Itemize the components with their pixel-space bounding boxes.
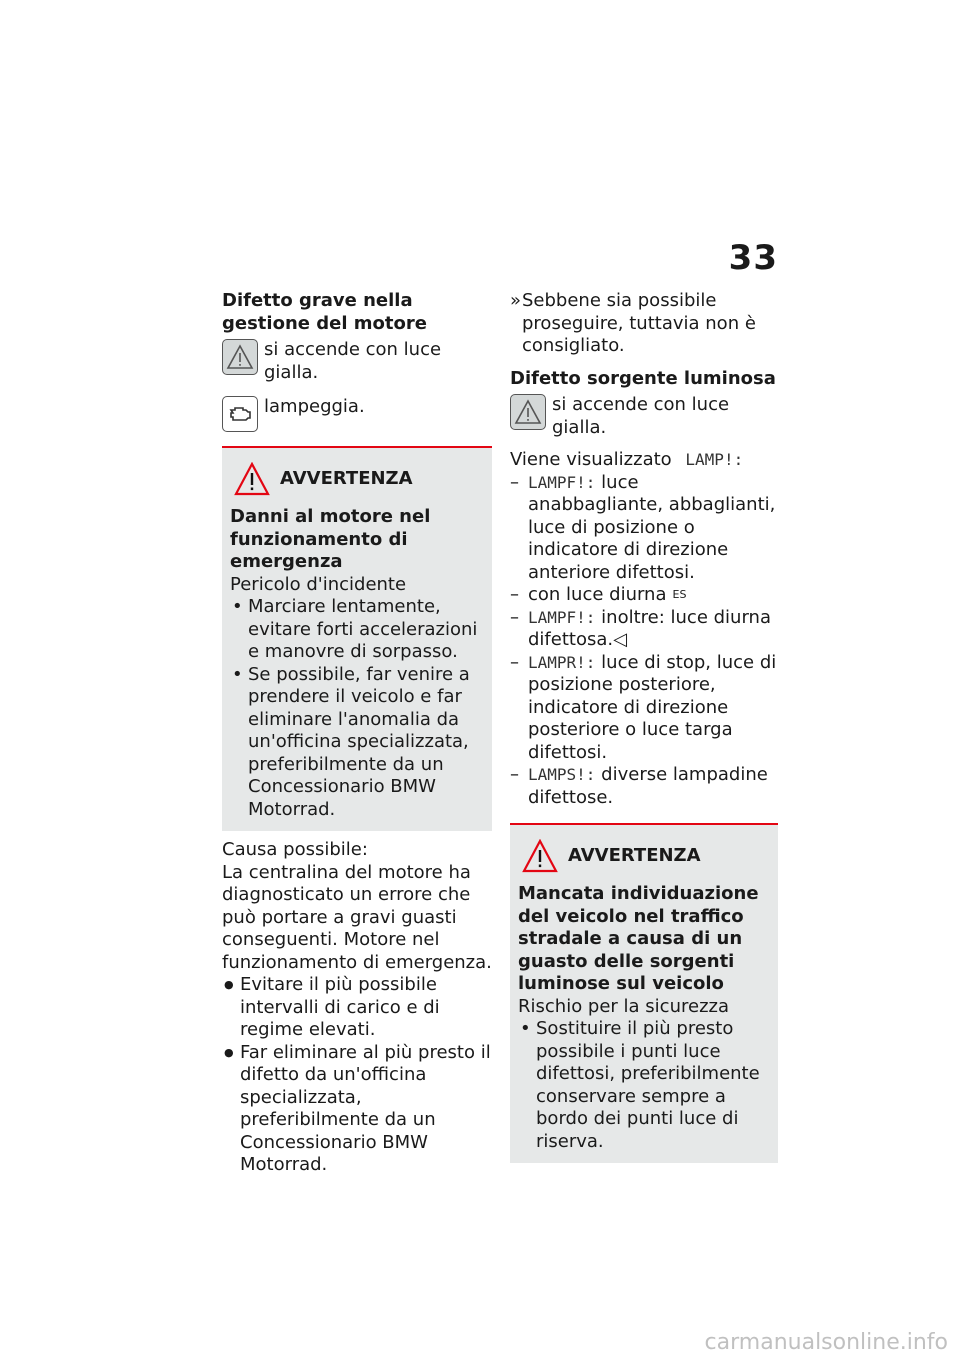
- right-column: [510, 290, 778, 1163]
- lamp-text: si accende con luce gialla.: [552, 394, 730, 438]
- lamp-text: si accende con luce gialla.: [264, 339, 442, 383]
- warning-triangle-icon: [234, 462, 270, 496]
- result-text: » Sebbene sia possibile proseguire, tuttavia non è consigliato.: [510, 290, 778, 358]
- lamp-text: lampeggia.: [264, 396, 365, 417]
- warning-bullets: [230, 596, 484, 821]
- fault-text: luce di stop, luce di posizione posteriore, indicatore di direzione posteriore o luce targa difettosi.: [528, 651, 777, 763]
- list-item: ● Far eliminare al più presto il difetto da un'officina specializzata, preferibilmente da un Concessionario BMW Motorrad.: [222, 1042, 492, 1177]
- fault-code-list: [510, 472, 778, 810]
- list-item: [510, 472, 778, 585]
- warning-lamp-row: [222, 339, 492, 384]
- cause-label: Causa possibile:: [222, 839, 368, 860]
- list-item: ● Evitare il più possibile intervalli di carico e di regime elevati.: [222, 974, 492, 1042]
- warning-subtitle: Mancata individuazione del veicolo nel traffico stradale a causa di un guasto delle sorgenti luminose sul veicolo: [518, 883, 759, 994]
- fault-text: con luce diurna: [528, 584, 667, 605]
- general-warning-lamp-icon: [510, 394, 546, 430]
- display-line: [510, 449, 778, 472]
- warning-risk: Rischio per la sicurezza: [518, 995, 729, 1017]
- warning-title: AVVERTENZA: [568, 844, 701, 866]
- warning-bullets: [518, 1018, 770, 1153]
- warning-risk: Pericolo d'incidente: [230, 573, 407, 595]
- page-number: 33: [728, 238, 778, 278]
- cause-text: La centralina del motore ha diagnosticato un errore che può portare a gravi guasti conseguenti. Motore nel funzionamento di emergenza.: [222, 861, 492, 973]
- fault-code: LAMPF!:: [528, 607, 596, 627]
- warning-header: [234, 462, 484, 496]
- warning-subtitle: Danni al motore nel funzionamento di emergenza: [230, 506, 431, 572]
- section-heading: Difetto sorgente luminosa: [510, 367, 776, 389]
- fault-code: LAMPS!:: [528, 765, 596, 784]
- engine-check-icon: [222, 396, 258, 432]
- fault-text: luce anabbagliante, abbaglianti, luce di posizione o indicatore di direzione anteriore difettosi.: [528, 471, 776, 583]
- option-marker: ES: [672, 588, 687, 601]
- list-item: [510, 607, 778, 652]
- list-item: • Se possibile, far venire a prendere il veicolo e far eliminare l'anomalia da un'officina specializzata, preferibilmente da un Concessionario BMW Motorrad.: [230, 664, 484, 822]
- list-item: [510, 764, 778, 809]
- list-item: [510, 652, 778, 765]
- left-column: [222, 290, 492, 1177]
- fault-code: LAMPR!:: [528, 652, 596, 672]
- display-code: LAMP!:: [685, 450, 744, 469]
- list-item: • Marciare lentamente, evitare forti accelerazioni e manovre di sorpasso.: [230, 596, 484, 664]
- display-prefix: Viene visualizzato: [510, 449, 672, 470]
- fault-code: LAMPF!:: [528, 472, 596, 492]
- action-list: [222, 974, 492, 1177]
- section-heading: Difetto grave nella gestione del motore: [222, 290, 427, 334]
- warning-box: [510, 823, 778, 1163]
- list-item: [510, 584, 778, 607]
- warning-box: [222, 446, 492, 831]
- fault-text: inoltre: luce diurna difettosa.◁: [528, 606, 771, 650]
- engine-lamp-row: [222, 396, 492, 432]
- list-item: • Sostituire il più presto possibile i punti luce difettosi, preferibilmente conservare sempre a bordo dei punti luce di riserva.: [518, 1018, 770, 1153]
- warning-lamp-row: [510, 394, 778, 439]
- watermark: carmanualsonline.info: [704, 1329, 948, 1355]
- warning-header: [522, 839, 770, 873]
- warning-title: AVVERTENZA: [280, 467, 413, 489]
- fault-text: diverse lampadine difettose.: [528, 764, 768, 808]
- general-warning-lamp-icon: [222, 339, 258, 375]
- warning-triangle-icon: [522, 839, 558, 873]
